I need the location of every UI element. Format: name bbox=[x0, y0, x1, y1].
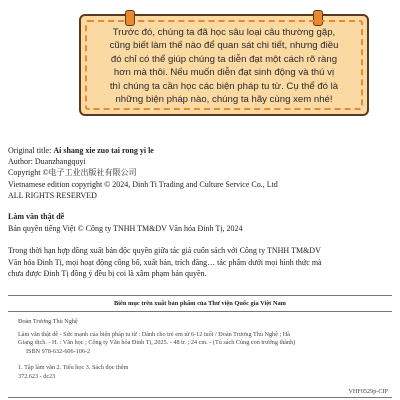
intro-line: hơn mà thôi. Nếu muốn diễn đạt sinh động và thú vị bbox=[113, 67, 335, 79]
cip-isbn: ISBN 978-632-606-106-2 bbox=[26, 347, 91, 355]
intro-line: Trước đó, chúng ta đã học sâu loại câu thường gặp, bbox=[112, 27, 336, 38]
vn-rights-line: Bản quyền tiếng Việt © Công ty TNHH TM&DV Văn hóa Đinh Tị, 2024 bbox=[8, 223, 243, 233]
author-line: Author: Duanzhangquyi bbox=[8, 157, 86, 167]
cip-subjects: 1. Tập làm văn 2. Tiểu học 3. Sách đọc thêm bbox=[18, 364, 129, 372]
legal-notice bbox=[8, 245, 322, 280]
cip-description: Giang dịch. - H. : Văn học ; Công ty Văn hóa Đinh Tị, 2025. - 48 tr. ; 24 cm. - (Tủ sách Cùng con trưởng thành) bbox=[18, 339, 296, 347]
intro-line: đó chỉ có thể giúp chúng ta diễn đạt một cách rõ ràng bbox=[110, 53, 338, 65]
cip-header-rule bbox=[8, 311, 392, 312]
cip-header: Biên mục trên xuất bản phẩm của Thư viện Quốc gia Việt Nam bbox=[113, 300, 287, 307]
edition-info bbox=[8, 145, 278, 201]
cip-code: VHF0529p-CIP bbox=[348, 388, 388, 395]
copyright-line: Copyright ©电子工业出版社有限公司 bbox=[8, 168, 137, 178]
book-title: Làm văn thật dễ bbox=[8, 212, 65, 221]
rights-reserved: ALL RIGHTS RESERVED bbox=[8, 190, 97, 200]
cip-top-rule bbox=[8, 295, 392, 296]
original-title-label: Original title: bbox=[8, 146, 54, 155]
book-info bbox=[8, 211, 242, 234]
cip-record bbox=[18, 318, 388, 382]
vietnamese-edition-line: Vietnamese edition copyright © 2024, Dinh Ti Trading and Culture Service Co., Ltd bbox=[8, 179, 278, 189]
cip-classification: 372.623 - dc23 bbox=[18, 372, 56, 380]
original-title bbox=[8, 145, 278, 156]
legal-line: Trong thời hạn hợp đồng xuất bản độc quyền giữa tác giả cuốn sách với Công ty TNHH TM&DV bbox=[8, 246, 321, 255]
intro-line: cũng biết làm thế nào để quan sát chi tiết, nhưng điều bbox=[109, 40, 339, 52]
legal-line: Văn hóa Đinh Tị, mọi hoạt động công bố, xuất bản, trích đăng… tác phẩm dưới mọi hình thức mà bbox=[8, 257, 322, 267]
cip-bottom-rule bbox=[8, 397, 392, 398]
legal-line: chưa được Đinh Tị đồng ý đều bị coi là xâm phạm bản quyền. bbox=[8, 269, 207, 278]
intro-line: thì chúng ta cần học các biện pháp tu từ. Cụ thể đó là bbox=[109, 80, 339, 92]
cip-description: Làm văn thật dễ - Sức mạnh của biện pháp tu từ : Dành cho trẻ em từ 6-12 tuổi / Đoàn Trương Thù Nghệ ; Hà bbox=[18, 330, 290, 338]
intro-text bbox=[91, 26, 357, 106]
original-title-value: Ai shang xie zuo tai rong yi le bbox=[53, 146, 154, 155]
intro-signboard bbox=[79, 14, 369, 116]
cip-author: Đoàn Trương Thù Nghệ bbox=[18, 318, 78, 325]
intro-line: những biện pháp nào, chúng ta hãy cùng xem nhé! bbox=[115, 94, 333, 106]
